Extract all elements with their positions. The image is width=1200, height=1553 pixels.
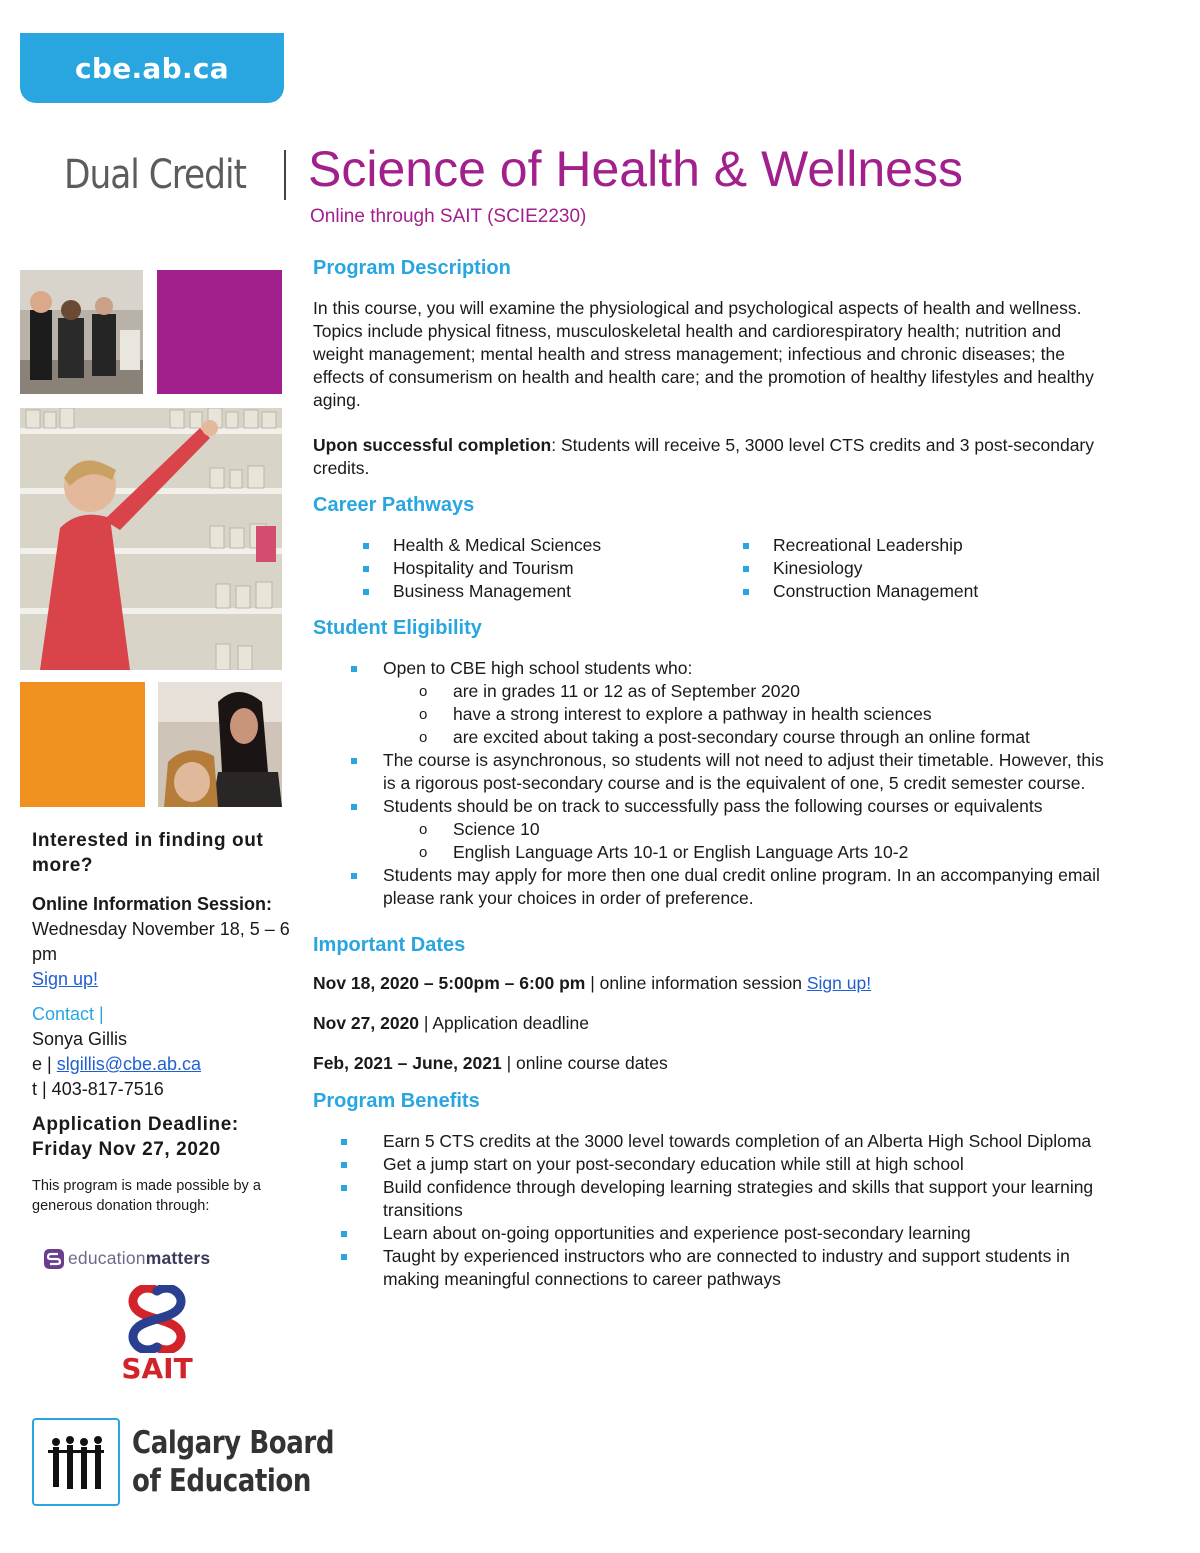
photo-student-styling-hair	[158, 682, 282, 807]
list-item: o have a strong interest to explore a pathway in health sciences	[383, 703, 1113, 726]
important-dates-heading: Important Dates	[313, 934, 466, 956]
program-benefits-heading: Program Benefits	[313, 1090, 480, 1112]
sait-logo	[112, 1285, 202, 1385]
student-eligibility-heading: Student Eligibility	[313, 617, 482, 639]
sidebar-interested-heading: Interested in finding out more?	[32, 830, 264, 876]
photo-students-in-kitchen	[20, 270, 143, 394]
title-divider	[284, 150, 286, 200]
cbe-people-icon	[32, 1418, 120, 1506]
decorative-magenta-tile	[157, 270, 282, 394]
education-matters-logo	[44, 1248, 210, 1269]
career-pathways-list	[313, 534, 1113, 603]
list-item: Kinesiology	[693, 557, 1073, 580]
contact-block	[32, 1002, 292, 1102]
deadline-block	[32, 1112, 292, 1162]
list-item: Health & Medical Sciences	[313, 534, 693, 557]
list-item: Students may apply for more then one dual credit online program. In an accompanying email please rank your choices in order of preference.	[313, 864, 1113, 910]
main-content	[313, 255, 1113, 1291]
contact-phone: t | 403-817-7516	[32, 1079, 164, 1099]
list-item: Students should be on track to successfully pass the following courses or equivalents o Science 10 o English Language Arts 10-1 or English Language Arts 10-2	[313, 795, 1113, 864]
photo-student-in-pharmacy	[20, 408, 282, 670]
program-description-text: In this course, you will examine the physiological and psychological aspects of health and wellness. Topics include physical fitness, musculoskeletal health and cardiorespiratory health; nutrition and weight management; mental health and stress management; infectious and chronic diseases; the effects of consumerism on health and health care; and the promotion of healthy lifestyles and healthy aging.	[313, 298, 1094, 410]
contact-heading: Contact |	[32, 1004, 104, 1024]
important-dates-list	[313, 972, 1113, 1075]
list-item: Recreational Leadership	[693, 534, 1073, 557]
calgary-board-of-education-logo	[32, 1418, 373, 1506]
contact-email-row	[32, 1052, 292, 1077]
education-matters-icon	[44, 1249, 64, 1269]
list-item: o English Language Arts 10-1 or English Language Arts 10-2	[383, 841, 1113, 864]
info-session-text: Wednesday November 18, 5 – 6 pm	[32, 919, 290, 964]
site-url-badge[interactable]: cbe.ab.ca	[20, 33, 284, 103]
list-item: o are in grades 11 or 12 as of September 2020	[383, 680, 1113, 703]
deadline-label: Application Deadline:	[32, 1114, 239, 1135]
list-item: Open to CBE high school students who: o are in grades 11 or 12 as of September 2020 o have a strong interest to explore a pathway in health sciences o are excited about taking a post-secondary course through an online format	[313, 657, 1113, 749]
list-item: Build confidence through developing learning strategies and skills that support your learning transitions	[313, 1176, 1113, 1222]
list-item: Taught by experienced instructors who are connected to industry and support students in making meaningful connections to career pathways	[313, 1245, 1113, 1291]
list-item: Get a jump start on your post-secondary education while still at high school	[313, 1153, 1113, 1176]
page-subtitle: Online through SAIT (SCIE2230)	[310, 206, 587, 227]
list-item: Learn about on-going opportunities and experience post-secondary learning	[313, 1222, 1113, 1245]
list-item: The course is asynchronous, so students will not need to adjust their timetable. However, this is a rigorous post-secondary course and is the equivalent of one, 5 credit semester course.	[313, 749, 1113, 795]
career-pathways-heading: Career Pathways	[313, 494, 475, 516]
program-type-label: Dual Credit	[64, 152, 246, 198]
donation-note: This program is made possible by a generous donation through:	[32, 1178, 261, 1214]
page-title: Science of Health & Wellness	[308, 141, 963, 197]
education-matters-wordmark: educationmatters	[68, 1248, 211, 1268]
date-row: Nov 27, 2020 | Application deadline	[313, 1013, 589, 1033]
program-description-heading: Program Description	[313, 257, 511, 279]
cbe-wordmark: Calgary Board of Education	[132, 1425, 335, 1499]
list-item: o Science 10	[383, 818, 1113, 841]
list-item: Hospitality and Tourism	[313, 557, 693, 580]
info-session-label: Online Information Session:	[32, 894, 273, 914]
sait-wordmark: SAIT	[121, 1352, 193, 1385]
program-benefits-list	[313, 1130, 1113, 1291]
completion-text: Upon successful completion: Students will receive 5, 3000 level CTS credits and 3 post-secondary credits.	[313, 435, 1095, 478]
decorative-orange-tile	[20, 682, 145, 807]
sait-emblem-icon	[112, 1285, 202, 1353]
date-row: Feb, 2021 – June, 2021 | online course dates	[313, 1053, 668, 1073]
eligibility-list	[313, 657, 1113, 910]
sidebar	[32, 828, 292, 1216]
contact-name: Sonya Gillis	[32, 1029, 128, 1049]
sidebar-signup-link[interactable]: Sign up!	[32, 969, 99, 989]
dates-signup-link[interactable]: Sign up!	[806, 973, 872, 993]
list-item: Construction Management	[693, 580, 1073, 603]
info-session-block	[32, 892, 292, 992]
date-row: Nov 18, 2020 – 5:00pm – 6:00 pm | online information session Sign up!	[313, 973, 872, 993]
email-prefix: e |	[32, 1054, 57, 1074]
list-item: Business Management	[313, 580, 693, 603]
deadline-value: Friday Nov 27, 2020	[32, 1139, 221, 1160]
list-item: o are excited about taking a post-secondary course through an online format	[383, 726, 1113, 749]
contact-email-link[interactable]: slgillis@cbe.ab.ca	[56, 1054, 202, 1074]
list-item: Earn 5 CTS credits at the 3000 level towards completion of an Alberta High School Diploma	[313, 1130, 1113, 1153]
